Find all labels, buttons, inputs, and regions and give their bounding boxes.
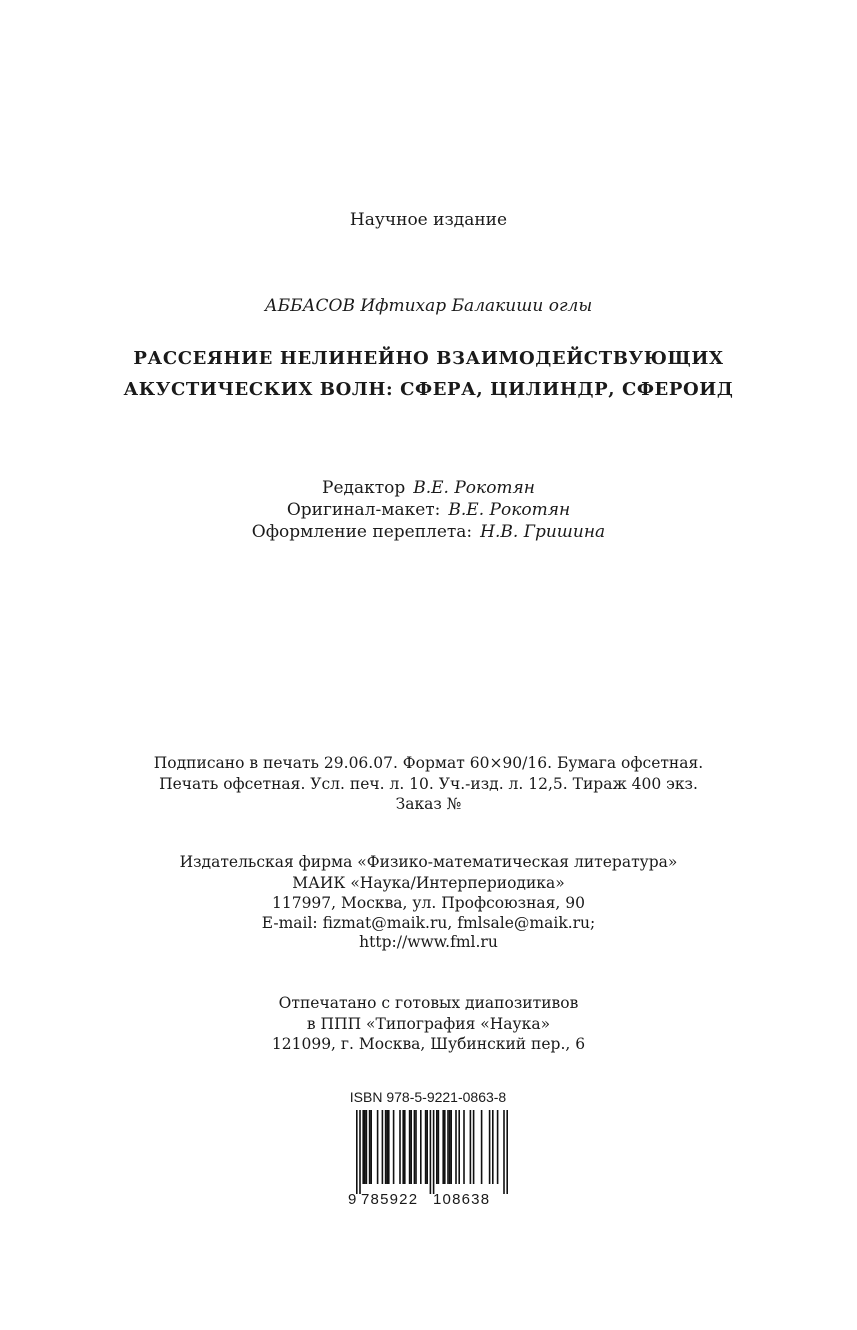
credit-label: Оформление переплета:	[251, 522, 473, 542]
print-info-line-2: Печать офсетная. Усл. печ. л. 10. Уч.-изд. л. 12,5. Тираж 400 экз.	[159, 775, 698, 793]
barcode-bar	[356, 1110, 358, 1194]
barcode-bar	[436, 1110, 438, 1184]
barcode-bar	[359, 1110, 361, 1194]
author-name: АББАСОВ Ифтихар Балакиши оглы	[264, 296, 593, 316]
barcode-bar	[449, 1110, 451, 1184]
credit-editor	[0, 477, 857, 499]
print-info-line-3: Заказ №	[395, 795, 462, 813]
barcode-digit-first: 9	[348, 1191, 357, 1208]
publisher-line-2: МАИК «Наука/Интерпериодика»	[292, 874, 565, 892]
book-title-line-1: РАССЕЯНИЕ НЕЛИНЕЙНО ВЗАИМОДЕЙСТВУЮЩИХ	[133, 348, 724, 369]
barcode-bar	[377, 1110, 379, 1184]
barcode-bar	[506, 1110, 508, 1194]
barcode-bar	[414, 1110, 416, 1184]
barcode-bar	[450, 1110, 452, 1184]
barcode-bar	[463, 1110, 465, 1184]
barcode-bar	[369, 1110, 371, 1184]
barcode-bar	[402, 1110, 404, 1184]
printer-line-1: Отпечатано с готовых диапозитивов	[278, 994, 579, 1012]
barcode-bar	[426, 1110, 428, 1184]
barcode-bar	[415, 1110, 417, 1184]
barcode-bar	[438, 1110, 440, 1184]
barcode-bar	[420, 1110, 422, 1184]
barcode-bar	[393, 1110, 395, 1184]
barcode-bar	[458, 1110, 460, 1184]
credit-cover-design	[0, 521, 857, 543]
barcode-bar	[364, 1110, 366, 1184]
print-info-line-1: Подписано в печать 29.06.07. Формат 60×90/16. Бумага офсетная.	[153, 754, 704, 772]
barcode-bar	[386, 1110, 388, 1184]
barcode-bar	[492, 1110, 494, 1184]
barcode-bar	[444, 1110, 446, 1184]
publisher-line-3: 117997, Москва, ул. Профсоюзная, 90	[271, 894, 586, 912]
barcode-bar	[362, 1110, 364, 1184]
barcode-bar	[489, 1110, 491, 1184]
barcode-bar	[366, 1110, 368, 1184]
barcode-bar	[399, 1110, 401, 1184]
barcode-bars	[344, 1106, 512, 1196]
barcode-bar	[385, 1110, 387, 1184]
isbn-barcode	[344, 1088, 512, 1208]
book-title-line-2: АКУСТИЧЕСКИХ ВОЛН: СФЕРА, ЦИЛИНДР, СФЕРОИД	[123, 379, 734, 400]
barcode-bar	[425, 1110, 427, 1184]
barcode-bar	[442, 1110, 444, 1184]
credit-layout	[0, 499, 857, 521]
edition-type: Научное издание	[349, 210, 508, 230]
barcode-digits-group-1: 785922	[361, 1191, 419, 1208]
credit-label: Редактор	[322, 478, 406, 498]
barcode-bar	[447, 1110, 449, 1184]
printer-line-3: 121099, г. Москва, Шубинский пер., 6	[271, 1035, 586, 1053]
barcode-bar	[503, 1110, 505, 1194]
barcode-bar	[430, 1110, 432, 1194]
barcode-bar	[404, 1110, 406, 1184]
barcode-bar	[497, 1110, 499, 1184]
credit-name: В.Е. Рокотян	[448, 500, 571, 520]
publisher-line-1: Издательская фирма «Физико-математическая литература»	[179, 853, 678, 871]
barcode-bar	[455, 1110, 457, 1184]
printer-line-2: в ППП «Типография «Наука»	[306, 1015, 551, 1033]
barcode-bar	[382, 1110, 384, 1184]
barcode-bar	[433, 1110, 435, 1194]
credit-label: Оригинал-макет:	[286, 500, 441, 520]
publisher-line-5: http://www.fml.ru	[359, 933, 498, 951]
barcode-bar	[473, 1110, 475, 1184]
barcode-bar	[481, 1110, 483, 1184]
barcode-digits	[344, 1192, 512, 1208]
credit-name: В.Е. Рокотян	[413, 478, 535, 498]
barcode-digits-group-2: 108638	[433, 1191, 491, 1208]
barcode-bar	[409, 1110, 411, 1184]
barcode-bar	[388, 1110, 390, 1184]
publisher-line-4: E-mail: fizmat@maik.ru, fmlsale@maik.ru;	[261, 914, 596, 932]
barcode-bar	[470, 1110, 472, 1184]
isbn-label: ISBN 978-5-9221-0863-8	[349, 1089, 507, 1105]
barcode-bar	[370, 1110, 372, 1184]
barcode-bar	[410, 1110, 412, 1184]
credit-name: Н.В. Гришина	[480, 522, 606, 542]
